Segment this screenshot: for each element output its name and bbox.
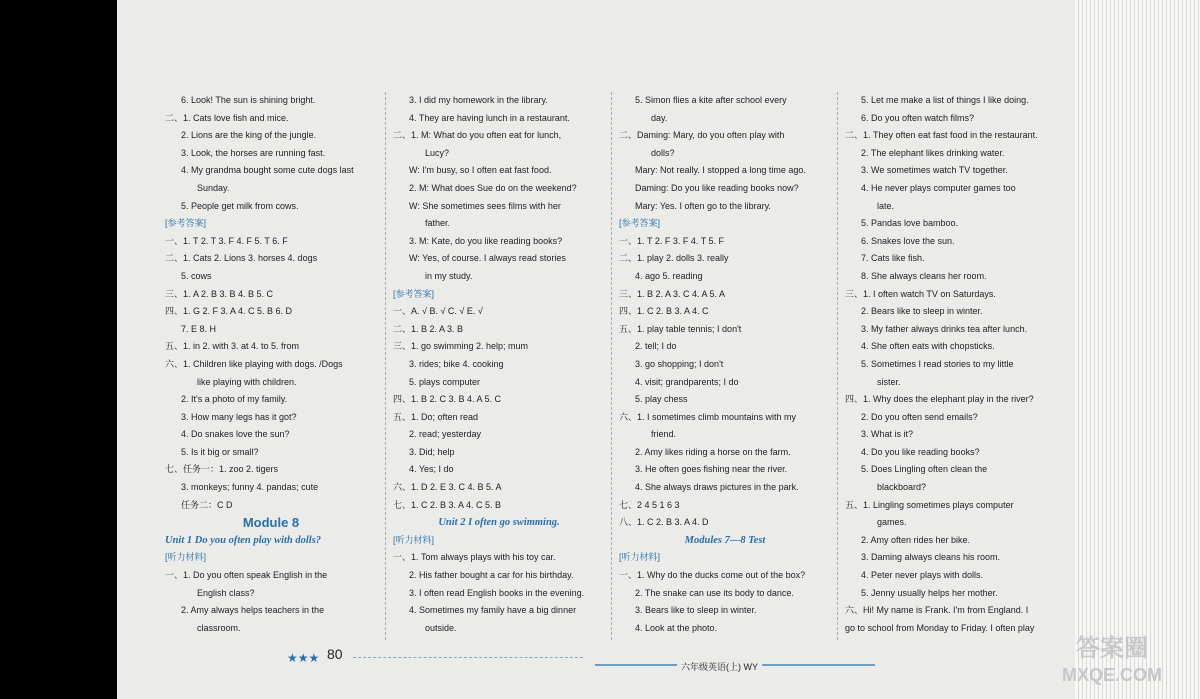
answer-line: 3. My father always drinks tea after lunch.	[861, 323, 1028, 334]
answer-line: [听力材料]	[165, 552, 207, 563]
answer-line: go to school from Monday to Friday. I often play	[845, 622, 1035, 633]
answer-line: 二、1. B 2. A 3. B	[393, 323, 464, 334]
answer-line: [听力材料]	[393, 534, 435, 545]
page-number: 80	[327, 646, 343, 662]
answer-line: 5. Is it big or small?	[181, 446, 259, 457]
answer-line: 5. Does Lingling often clean the	[861, 464, 988, 475]
answer-line: 六、1. D 2. E 3. C 4. B 5. A	[393, 482, 502, 493]
answer-line: outside.	[425, 622, 457, 633]
answer-line: 任务二：C D	[181, 499, 233, 510]
answer-line: 二、1. M: What do you often eat for lunch,	[393, 130, 562, 141]
answer-line: [听力材料]	[619, 552, 661, 563]
answer-line: 八、1. C 2. B 3. A 4. D	[619, 517, 709, 528]
column-3	[619, 92, 831, 637]
answer-line: Sunday.	[197, 182, 230, 193]
answer-line: 四、1. G 2. F 3. A 4. C 5. B 6. D	[165, 306, 293, 317]
answer-line: 5. Sometimes I read stories to my little	[861, 358, 1014, 369]
answer-line: 3. He often goes fishing near the river.	[635, 464, 788, 475]
answer-line: 六、1. Children like playing with dogs. /Dogs	[165, 358, 343, 369]
answer-line: 4. visit; grandparents; I do	[635, 376, 739, 387]
answer-line: 2. Amy likes riding a horse on the farm.	[635, 446, 791, 457]
answer-line: 2. The snake can use its body to dance.	[635, 587, 794, 598]
answer-line: 4. Peter never plays with dolls.	[861, 570, 984, 581]
answer-line: 五、1. in 2. with 3. at 4. to 5. from	[165, 341, 300, 352]
answer-line: 7. Cats like fish.	[861, 253, 925, 264]
answer-line: Unit 1 Do you often play with dolls?	[165, 534, 322, 546]
answer-line: 五、1. play table tennis; I don't	[619, 323, 742, 334]
watermark-logo	[1062, 636, 1162, 688]
answer-line: [参考答案]	[619, 218, 661, 229]
answer-line: [参考答案]	[165, 218, 207, 229]
answer-line: 一、1. Do you often speak English in the	[165, 570, 328, 581]
answer-line: 4. Look at the photo.	[635, 622, 718, 633]
answer-line: 5. Pandas love bamboo.	[861, 218, 959, 229]
answer-line: 一、A. √ B. √ C. √ E. √	[393, 306, 483, 317]
answer-line: 二、1. They often eat fast food in the restaurant.	[845, 130, 1038, 141]
answer-line: 5. Let me make a list of things I like doing.	[861, 95, 1029, 105]
answer-line: 3. How many legs has it got?	[181, 411, 297, 422]
answer-line: 3. I often read English books in the evening.	[409, 587, 585, 598]
answer-line: Daming: Do you like reading books now?	[635, 182, 799, 193]
answer-line: 三、1. I often watch TV on Saturdays.	[845, 288, 996, 299]
answer-line: Lucy?	[425, 147, 450, 158]
answer-line: 二、1. Cats 2. Lions 3. horses 4. dogs	[165, 253, 318, 264]
answer-line: 三、1. A 2. B 3. B 4. B 5. C	[165, 288, 274, 299]
answer-line: Mary: Not really. I stopped a long time ago.	[635, 165, 806, 176]
answer-line: 二、Daming: Mary, do you often play with	[619, 130, 785, 141]
answer-line: 2. tell; I do	[635, 341, 677, 352]
answer-line: 4. He never plays computer games too	[861, 182, 1016, 193]
column-divider	[385, 92, 386, 640]
answer-line: friend.	[651, 429, 677, 440]
answer-line: classroom.	[197, 622, 241, 633]
answer-line: late.	[877, 200, 895, 211]
answer-line: 2. read; yesterday	[409, 429, 482, 440]
answer-line: 4. They are having lunch in a restaurant.	[409, 112, 570, 123]
answer-line: 3. Did; help	[409, 446, 455, 457]
answer-line: 一、1. T 2. T 3. F 4. F 5. T 6. F	[165, 235, 288, 246]
answer-line: 4. Do snakes love the sun?	[181, 429, 290, 440]
answer-line: 3. go shopping; I don't	[635, 358, 724, 369]
answer-line: day.	[651, 112, 668, 123]
answer-line: 4. She always draws pictures in the park.	[635, 482, 799, 493]
difficulty-stars: ★★★	[287, 651, 320, 665]
answer-line: 一、1. Tom always plays with his toy car.	[393, 552, 556, 563]
answer-line: 3. monkeys; funny 4. pandas; cute	[181, 482, 319, 493]
answer-line: 4. She often eats with chopsticks.	[861, 341, 995, 352]
answer-line: blackboard?	[877, 482, 927, 493]
answer-line: 3. I did my homework in the library.	[409, 95, 548, 105]
answer-line: W: Yes, of course. I always read stories	[409, 253, 566, 264]
answer-line: 6. Snakes love the sun.	[861, 235, 955, 246]
answer-line: 2. The elephant likes drinking water.	[861, 147, 1005, 158]
answer-line: like playing with children.	[197, 376, 297, 387]
answer-line: Mary: Yes. I often go to the library.	[635, 200, 771, 211]
watermark-line2: MXQE.COM	[1062, 665, 1163, 685]
answer-line: 2. M: What does Sue do on the weekend?	[409, 182, 577, 193]
answer-line: Modules 7—8 Test	[684, 534, 766, 546]
answer-line: Unit 2 I often go swimming.	[438, 517, 560, 529]
footer-rule	[353, 657, 583, 658]
book-title: 六年级英语(上) WY	[677, 660, 762, 673]
answer-line: 2. Bears like to sleep in winter.	[861, 306, 983, 317]
answer-line: Module 8	[242, 515, 300, 531]
answer-line: 7. E 8. H	[181, 323, 217, 334]
answer-line: 六、1. I sometimes climb mountains with my	[619, 411, 797, 422]
answer-line: 七、2 4 5 1 6 3	[619, 499, 680, 510]
answer-line: 2. Amy often rides her bike.	[861, 534, 971, 545]
answer-line: games.	[877, 517, 907, 528]
answer-line: 七、任务一：1. zoo 2. tigers	[165, 464, 279, 475]
answer-line: 2. His father bought a car for his birthday.	[409, 570, 574, 581]
column-2	[393, 92, 605, 637]
answer-line: 5. plays computer	[409, 376, 481, 387]
answer-line: 3. Look, the horses are running fast.	[181, 147, 326, 158]
answer-line: 3. Bears like to sleep in winter.	[635, 605, 757, 616]
book-page	[117, 0, 1075, 699]
answer-line: 三、1. B 2. A 3. C 4. A 5. A	[619, 288, 726, 299]
answer-line: 6. Do you often watch films?	[861, 112, 975, 123]
answer-line: 二、1. Cats love fish and mice.	[165, 112, 289, 123]
answer-line: 一、1. T 2. F 3. F 4. T 5. F	[619, 235, 725, 246]
answer-line: 2. Do you often send emails?	[861, 411, 978, 422]
answer-line: 七、1. C 2. B 3. A 4. C 5. B	[393, 499, 502, 510]
answer-line: 5. Simon flies a kite after school every	[635, 95, 787, 105]
answer-line: 一、1. Why do the ducks come out of the box?	[619, 570, 806, 581]
answer-line: W: I'm busy, so I often eat fast food.	[409, 165, 552, 176]
column-4	[845, 92, 1065, 637]
answer-line: 5. play chess	[635, 394, 688, 405]
column-divider	[837, 92, 838, 640]
answer-line: 3. rides; bike 4. cooking	[409, 358, 504, 369]
answer-line: sister.	[877, 376, 901, 387]
answer-line: 二、1. play 2. dolls 3. really	[619, 253, 729, 264]
answer-line: 4. Yes; I do	[409, 464, 454, 475]
answer-line: 4. ago 5. reading	[635, 270, 703, 281]
answer-line: [参考答案]	[393, 288, 435, 299]
answer-line: 六、Hi! My name is Frank. I'm from England. I	[845, 605, 1029, 616]
answer-line: 3. What is it?	[861, 429, 914, 440]
answer-line: 5. People get milk from cows.	[181, 200, 299, 211]
answer-line: 5. Jenny usually helps her mother.	[861, 587, 998, 598]
answer-line: dolls?	[651, 147, 675, 158]
answer-line: 5. cows	[181, 270, 212, 281]
answer-line: 五、1. Lingling sometimes plays computer	[845, 499, 1014, 510]
page-edge-stack	[1075, 0, 1200, 699]
answer-line: 3. M: Kate, do you like reading books?	[409, 235, 563, 246]
answer-line: 3. Daming always cleans his room.	[861, 552, 1001, 563]
answer-line: 三、1. go swimming 2. help; mum	[393, 341, 529, 352]
column-1	[165, 92, 377, 637]
answer-line: 2. Lions are the king of the jungle.	[181, 130, 317, 141]
answer-line: 4. My grandma bought some cute dogs last	[181, 165, 354, 176]
answer-line: 四、1. C 2. B 3. A 4. C	[619, 306, 709, 317]
watermark-line1: 答案圈	[1076, 635, 1148, 662]
answer-line: 6. Look! The sun is shining bright.	[181, 95, 316, 105]
answer-line: 2. Amy always helps teachers in the	[181, 605, 325, 616]
answer-line: 四、1. Why does the elephant play in the river?	[845, 394, 1034, 405]
answer-line: 8. She always cleans her room.	[861, 270, 987, 281]
answer-line: father.	[425, 218, 451, 229]
answer-line: English class?	[197, 587, 255, 598]
column-divider	[611, 92, 612, 640]
answer-line: 五、1. Do; often read	[393, 411, 479, 422]
answer-line: 4. Do you like reading books?	[861, 446, 980, 457]
answer-line: 2. It's a photo of my family.	[181, 394, 288, 405]
answer-line: 3. We sometimes watch TV together.	[861, 165, 1008, 176]
answer-line: W: She sometimes sees films with her	[409, 200, 561, 211]
answer-line: 四、1. B 2. C 3. B 4. A 5. C	[393, 394, 502, 405]
answer-line: 4. Sometimes my family have a big dinner	[409, 605, 577, 616]
answer-line: in my study.	[425, 270, 473, 281]
